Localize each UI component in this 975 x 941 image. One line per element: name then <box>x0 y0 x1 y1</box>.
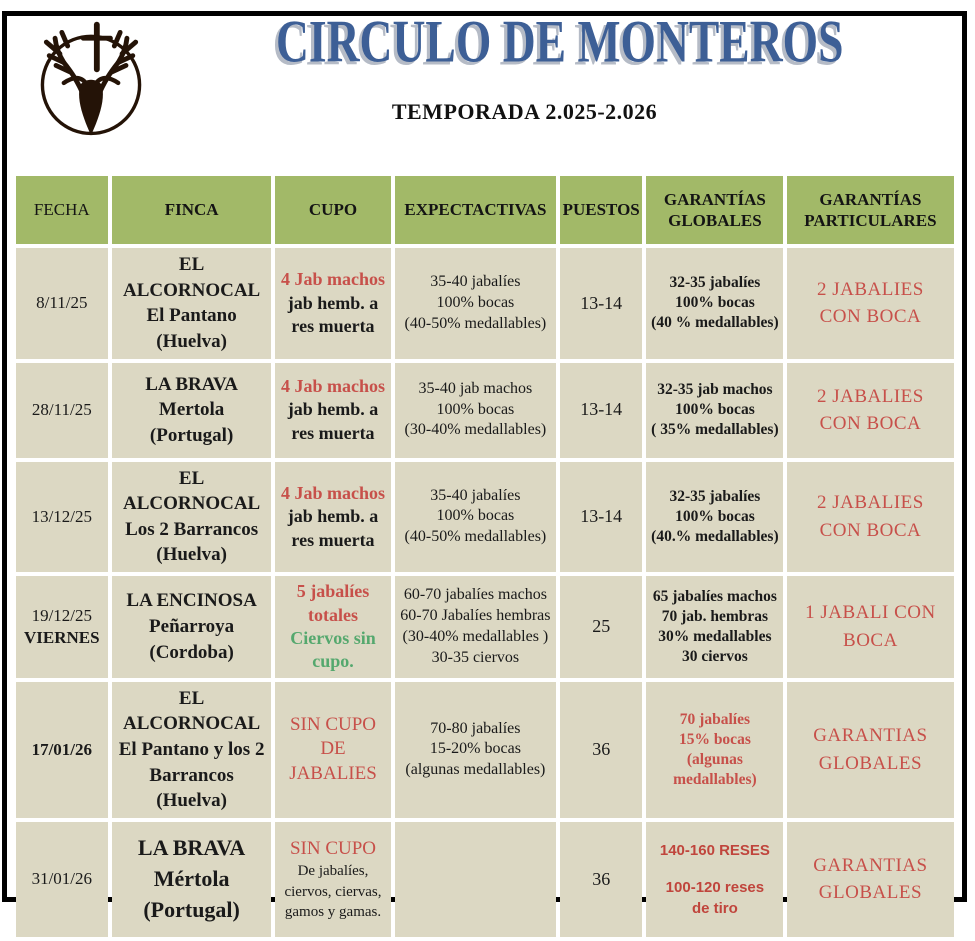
cell-line: 65 jabalíes machos <box>652 587 777 605</box>
puestos-cell <box>560 462 643 573</box>
garantias-particulares-cell <box>787 682 953 818</box>
cell-line: GARANTIAS <box>813 854 928 876</box>
cell-line: 30 ciervos <box>681 648 748 666</box>
finca-cell <box>112 363 271 458</box>
puestos-cell <box>560 822 643 937</box>
expectativas-cell <box>395 248 556 359</box>
cell-line: (40-50% medallables) <box>404 528 547 546</box>
cell-line: jab hemb. a <box>287 506 379 527</box>
page-title: CIRCULO DE MONTEROS <box>275 8 844 76</box>
cell-line: EL ALCORNOCAL <box>122 254 261 301</box>
cell-line: CON BOCA <box>819 306 922 328</box>
cell-line: (Portugal) <box>143 896 240 922</box>
col-header-expectactivas: EXPECTACTIVAS <box>395 176 556 244</box>
monterias-table <box>12 172 958 941</box>
cupo-cell <box>275 363 391 458</box>
cell-line: (30-40% medallables ) <box>402 627 549 645</box>
cell-line: 15% bocas <box>678 730 751 748</box>
puestos-cell <box>560 682 643 818</box>
cell-line: JABALIES <box>289 763 377 785</box>
cell-line: Barrancos <box>149 764 234 786</box>
puestos-cell <box>560 363 643 458</box>
cell-line: cupo. <box>312 651 354 672</box>
cell-line: 13-14 <box>580 292 623 313</box>
garantias-globales-cell <box>646 363 783 458</box>
cell-line: 2 JABALIES <box>816 278 924 300</box>
cell-line: Ciervos sin <box>290 627 376 648</box>
cell-line: 100% bocas <box>436 400 515 418</box>
cell-line: 25 <box>592 616 611 637</box>
page-header <box>7 8 962 172</box>
cell-line: SIN CUPO <box>289 837 377 859</box>
cell-line: 60-70 Jabalíes hembras <box>400 607 551 625</box>
cell-line: 70-80 jabalíes <box>430 719 521 737</box>
cell-line: jab hemb. a <box>287 399 379 420</box>
cupo-cell <box>275 248 391 359</box>
table-body <box>16 248 954 937</box>
cell-line: (algunas <box>686 750 743 768</box>
cell-line: medallables) <box>673 770 757 788</box>
cell-line: EL ALCORNOCAL <box>122 467 261 515</box>
cell-line: El Pantano <box>146 305 237 327</box>
cell-line: 19/12/25 <box>31 605 93 625</box>
fecha-cell <box>16 682 109 818</box>
cupo-cell <box>275 682 391 818</box>
table-row <box>16 822 954 937</box>
cell-line: 4 Jab machos <box>280 269 385 290</box>
garantias-particulares-cell <box>787 462 953 573</box>
cell-line: (Huelva) <box>156 790 227 812</box>
header-row <box>16 176 954 244</box>
fecha-cell <box>16 248 109 359</box>
cell-line: 100% bocas <box>675 294 755 312</box>
page-frame <box>2 8 967 922</box>
puestos-cell <box>560 248 643 359</box>
cell-line: res muerta <box>291 315 375 336</box>
cell-line: 4 Jab machos <box>280 482 385 503</box>
cupo-cell <box>275 576 391 678</box>
cell-line: 5 jabalíes <box>296 581 370 602</box>
finca-cell <box>112 822 271 937</box>
garantias-globales-cell <box>646 576 783 678</box>
col-header-finca: FINCA <box>112 176 271 244</box>
cell-line: Mértola <box>153 865 230 891</box>
cell-line: (30-40% medallables) <box>404 421 547 439</box>
cell-line: 35-40 jab machos <box>418 379 533 397</box>
expectativas-cell <box>395 576 556 678</box>
cell-line: 36 <box>592 739 611 760</box>
finca-cell <box>112 248 271 359</box>
cell-line: res muerta <box>291 529 375 550</box>
cell-line: 140-160 RESES <box>659 841 770 859</box>
cell-line: 13/12/25 <box>31 506 93 526</box>
cell-line: LA BRAVA <box>137 835 246 861</box>
cell-line: ( 35% medallables) <box>651 421 779 439</box>
cell-line: 30% medallables <box>658 627 772 645</box>
cell-line: LA ENCINOSA <box>126 590 257 612</box>
cell-line: 31/01/26 <box>31 869 93 889</box>
garantias-globales-cell <box>646 462 783 573</box>
cell-line: 28/11/25 <box>31 400 92 420</box>
cell-line: BOCA <box>843 629 898 651</box>
table-row <box>16 682 954 818</box>
cell-line: 2 JABALIES <box>816 385 924 407</box>
cell-line: Mertola <box>158 399 225 421</box>
garantias-particulares-cell <box>787 576 953 678</box>
cell-line: totales <box>308 604 358 625</box>
cell-line: VIERNES <box>24 627 100 647</box>
garantias-globales-cell <box>646 822 783 937</box>
deer-antlers-cross-logo <box>23 16 159 144</box>
garantias-particulares-cell <box>787 363 953 458</box>
cell-line: 32-35 jabalíes <box>669 487 761 505</box>
puestos-cell <box>560 576 643 678</box>
expectativas-cell <box>395 822 556 937</box>
fecha-cell <box>16 363 109 458</box>
garantias-particulares-cell <box>787 248 953 359</box>
cell-line: jab hemb. a <box>287 292 379 313</box>
cell-line: (40.% medallables) <box>651 527 779 545</box>
table-row <box>16 363 954 458</box>
cell-line: (Cordoba) <box>149 641 234 663</box>
cell-line: 35-40 jabalíes <box>430 273 521 291</box>
col-header-puestos: PUESTOS <box>560 176 643 244</box>
cell-line: 100% bocas <box>675 400 755 418</box>
expectativas-cell <box>395 462 556 573</box>
table-row <box>16 576 954 678</box>
cell-line: El Pantano y los 2 <box>118 738 265 760</box>
cell-line: ciervos, ciervas, <box>284 883 382 900</box>
fecha-cell <box>16 822 109 937</box>
cell-line: CON BOCA <box>819 413 922 435</box>
cell-line: (Portugal) <box>149 424 234 446</box>
cell-line: 100-120 reses <box>665 878 765 896</box>
cell-line: Los 2 Barrancos <box>125 518 259 540</box>
cell-line: 8/11/25 <box>36 293 88 313</box>
garantias-particulares-cell <box>787 822 953 937</box>
cell-line: GARANTIAS <box>813 725 928 747</box>
finca-cell <box>112 462 271 573</box>
cell-line: 30-35 ciervos <box>431 648 520 666</box>
cell-line: 13-14 <box>580 506 623 527</box>
cell-line: de tiro <box>691 899 738 917</box>
cell-line: (40-50% medallables) <box>404 314 547 332</box>
cupo-cell <box>275 822 391 937</box>
finca-cell <box>112 682 271 818</box>
cupo-cell <box>275 462 391 573</box>
expectativas-cell <box>395 363 556 458</box>
cell-line: (Huelva) <box>156 330 227 352</box>
table-row <box>16 462 954 573</box>
cell-line <box>649 861 780 877</box>
cell-line: 13-14 <box>580 399 623 420</box>
cell-line: 1 JABALI CON <box>805 602 936 624</box>
cell-line: 35-40 jabalíes <box>430 486 521 504</box>
cell-line: LA BRAVA <box>145 373 238 395</box>
table-row <box>16 248 954 359</box>
col-header-garantias-particulares: GARANTÍAS PARTICULARES <box>787 176 953 244</box>
cell-line: (40 % medallables) <box>651 314 779 332</box>
finca-cell <box>112 576 271 678</box>
fecha-cell <box>16 462 109 573</box>
season-subtitle: TEMPORADA 2.025-2.026 <box>391 99 658 124</box>
col-header-fecha: FECHA <box>16 176 109 244</box>
cell-line: (Huelva) <box>156 544 227 566</box>
cell-line: gamos y gamas. <box>284 903 382 920</box>
garantias-globales-cell <box>646 682 783 818</box>
cell-line: GLOBALES <box>818 882 923 904</box>
cell-line: 60-70 jabalíes machos <box>403 586 547 604</box>
cell-line: res muerta <box>291 422 375 443</box>
cell-line: GLOBALES <box>818 752 923 774</box>
cell-line: SIN CUPO DE <box>289 713 377 760</box>
cell-line: De jabalíes, <box>297 863 369 880</box>
cell-line: 70 jabalíes <box>679 710 750 728</box>
col-header-cupo: CUPO <box>275 176 391 244</box>
cell-line: (algunas medallables) <box>405 761 546 779</box>
expectativas-cell <box>395 682 556 818</box>
cell-line: 4 Jab machos <box>280 375 385 396</box>
cell-line: CON BOCA <box>819 519 922 541</box>
cell-line: 100% bocas <box>436 507 515 525</box>
table-header <box>16 176 954 244</box>
garantias-globales-cell <box>646 248 783 359</box>
cell-line: 100% bocas <box>675 507 755 525</box>
cell-line: 2 JABALIES <box>816 492 924 514</box>
cell-line: 36 <box>592 868 611 889</box>
cell-line: 70 jab. hembras <box>661 607 769 625</box>
fecha-cell <box>16 576 109 678</box>
cell-line: EL ALCORNOCAL <box>122 687 261 735</box>
cell-line: 100% bocas <box>436 293 515 311</box>
cell-line: 32-35 jabalíes <box>669 274 761 292</box>
cell-line: 15-20% bocas <box>429 740 521 758</box>
cell-line: 32-35 jab machos <box>657 380 773 398</box>
cell-line: 17/01/26 <box>31 739 93 759</box>
col-header-garantias-globales: GARANTÍAS GLOBALES <box>646 176 783 244</box>
cell-line: Peñarroya <box>149 616 235 638</box>
